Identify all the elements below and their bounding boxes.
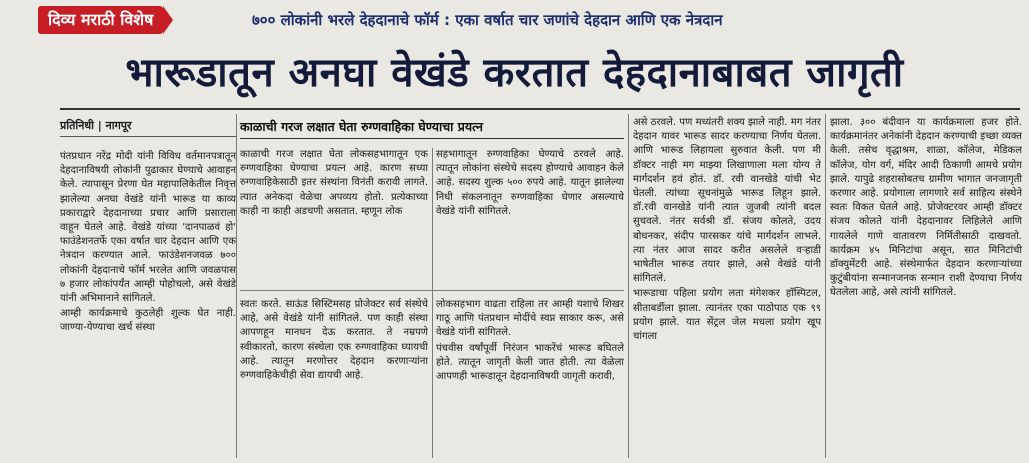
- headline-rule: [60, 108, 1020, 110]
- headline: भारूडातून अनघा वेखंडे करतात देहदानाबाबत जागृती: [125, 50, 904, 96]
- article-column-3: [436, 298, 624, 456]
- column-divider: [432, 148, 433, 458]
- column-divider: [628, 114, 629, 458]
- paragraph: झाला. ३०० बंदीवान या कार्यक्रमाला हजर होते. कार्यक्रमानंतर अनेकांनी देहदान करण्याची इच्छा व्यक्त केली. तसेच वृद्धाश्रम, शाळा, कॉलेज, मेडिकल कॉलेज, योग वर्ग, मंदिर आदी ठिकाणी आमचे प्रयोग झाले. यापुढे शहरासोबतच ग्रामीण भागात जनजागृती करणार आहे. प्रयोगाला लागणारे सर्व साहित्य संस्थेने स्वतः विकत घेतले आहे. प्रोजेक्टरवर आम्ही डॉक्टर संजय कोलते यांनी देहदानावर लिहिलेले आणि गायलेले गाणे वातावरण निर्मितीसाठी दाखवतो. कार्यक्रम ४५ मिनिटांचा असून, सात मिनिटांची डॉक्युमेंटरी आहे. संस्थेमार्फत देहदान करणाऱ्यांच्या कुटुंबीयांना सन्मानजनक सन्मान राशी देण्याचा निर्णय घेतलेला आहे, असे त्यांनी सांगितले.: [830, 117, 1022, 299]
- paragraph: लोकसहभाग वाढता राहिला तर आम्ही यशाचे शिखर गाठू आणि पंतप्रधान मोदींचे स्वप्न साकार करू, असे वेखंडे यांनी सांगितले.: [436, 299, 624, 339]
- paragraph: स्वतः करते. साऊंड सिस्टिमसह प्रोजेक्टर सर्व संस्थेचे आहे, असे वेखंडे यांनी सांगितले. पण काही संस्था आपणहून मानधन देऊ करतात. ते नम्रपणे स्वीकारतो, कारण संस्थेला एक रुग्णवाहिका घ्यायची आहे. त्यातून मरणोत्तर देहदान करणाऱ्यांना रुग्णवाहिकेचीही सेवा द्यायची आहे.: [240, 299, 428, 382]
- paragraph: भारूडाचा पहिला प्रयोग लता मंगेशकर हॉस्पिटल, सीताबर्डीला झाला. त्यानंतर एका पाठोपाठ एक ९९ प्रयोग झाले. यात सेंट्रल जेल मधला प्रयोग खूप चांगला: [633, 288, 821, 343]
- article-column-2: [240, 298, 428, 456]
- banner: [0, 0, 1029, 40]
- column-divider: [825, 114, 826, 458]
- subhead: काळाची गरज लक्षात घेता रुग्णवाहिका घेण्याचा प्रयत्न: [240, 119, 483, 134]
- article-column-4: [633, 116, 821, 456]
- paragraph: पंचवीस वर्षांपूर्वी निरंजन भाकरेंचं भारूड बघितले होते. त्यातून जागृती केली जात होती. त्या वेळेला आपणही भारूडातून देहदानाविषयी जागृती करावी,: [436, 342, 624, 383]
- kicker-line: ७०० लोकांनी भरले देहदानाचे फॉर्म : एका वर्षात चार जणांचे देहदान आणि एक नेत्रदान: [252, 11, 723, 29]
- byline: प्रतिनिधी | नागपूर: [60, 118, 236, 137]
- paragraph: आम्ही कार्यक्रमाचे कुठलेही शुल्क घेत नाही. जाण्या-येण्याचा खर्च संस्था: [60, 308, 236, 334]
- paragraph: सहभागातून रुग्णवाहिका घेण्याचे ठरवले आहे. त्यातून लोकांना संस्थेचे सदस्य होण्याचे आवाहन केले आहे. सदस्य शुल्क ५०० रुपये आहे. यातून झालेल्या निधी संकलनातून रुग्णवाहिका घेणार असल्याचे वेखंडे यांनी सांगितले.: [436, 149, 624, 217]
- article-column-1: [60, 150, 236, 455]
- section-badge: दिव्य मराठी विशेष: [38, 6, 163, 34]
- paragraph: काळाची गरज लक्षात घेता लोकसहभागातून एक रुग्णवाहिका घेण्याचा प्रयत्न आहे. कारण सध्या रुग्णवाहिकेसाठी इतर संस्थांना विनंती करावी लागते. त्यात अनेकदा वेळेचा अपव्यय होतो. प्रत्येकाच्या काही ना काही अडचणी असतात. म्हणून लोक: [240, 149, 428, 217]
- column-divider: [236, 114, 237, 458]
- sidebar-column-1: [240, 148, 428, 284]
- paragraph: पंतप्रधान नरेंद्र मोदी यांनी विविध वर्तमानपत्रातून देहदानाविषयी लोकांनी पुढाकार घेण्याचे आवाहन केले. त्यापासून प्रेरणा घेत महापालिकेतील निवृत्त झालेल्या अनघा वेखंडे यांनी भारूड या काव्य प्रकाराद्वारे देहदानाच्या प्रचार आणि प्रसाराला वाहून घेतले आहे. वेखंडे यांच्या 'दानपाळवं हो' फाउंडेशनतर्फे एका वर्षात चार देहदान आणि एक नेत्रदान करण्यात आले. फाउंडेशनजवळ ७०० लोकांनी देहदानाचे फॉर्म भरलेत आणि जवळपास ७ हजार लोकांपर्यंत आम्ही पोहोचलो, असे वेखंडे यांनी अभिमानाने सांगितले.: [60, 151, 236, 305]
- article-column-5: [830, 116, 1022, 456]
- paragraph: असे ठरवले. पण मध्यंतरी शक्य झाले नाही. मग नंतर देहदान यावर भारूड सादर करण्याचा निर्णय घेतला. आणि भारूड लिहायला सुरुवात केली. पण मी डॉक्टर नाही मग माझ्या लिखाणाला मला योग्य ते मार्गदर्शन हवं होतं. डॉ. रवी वानखेडे यांची भेट घेतली. त्यांच्या सूचनांमुळे भारूड लिहून झाले. डॉ.रवी वानखेडे यांनी त्यात जुजबी त्यांनी बदल सुचवले. नंतर सर्वश्री डॉ. संजय कोलते, उदय बोधनकर, संदीप पारसकर यांचे मार्गदर्शन लाभले. त्या नंतर आज सादर करीत असलेले वऱ्हाडी भाषेतील भारूड तयार झाले, असे वेखंडे यांनी सांगितले.: [633, 117, 821, 285]
- subhead-rule: [240, 138, 624, 139]
- sidebar-column-2: [436, 148, 624, 284]
